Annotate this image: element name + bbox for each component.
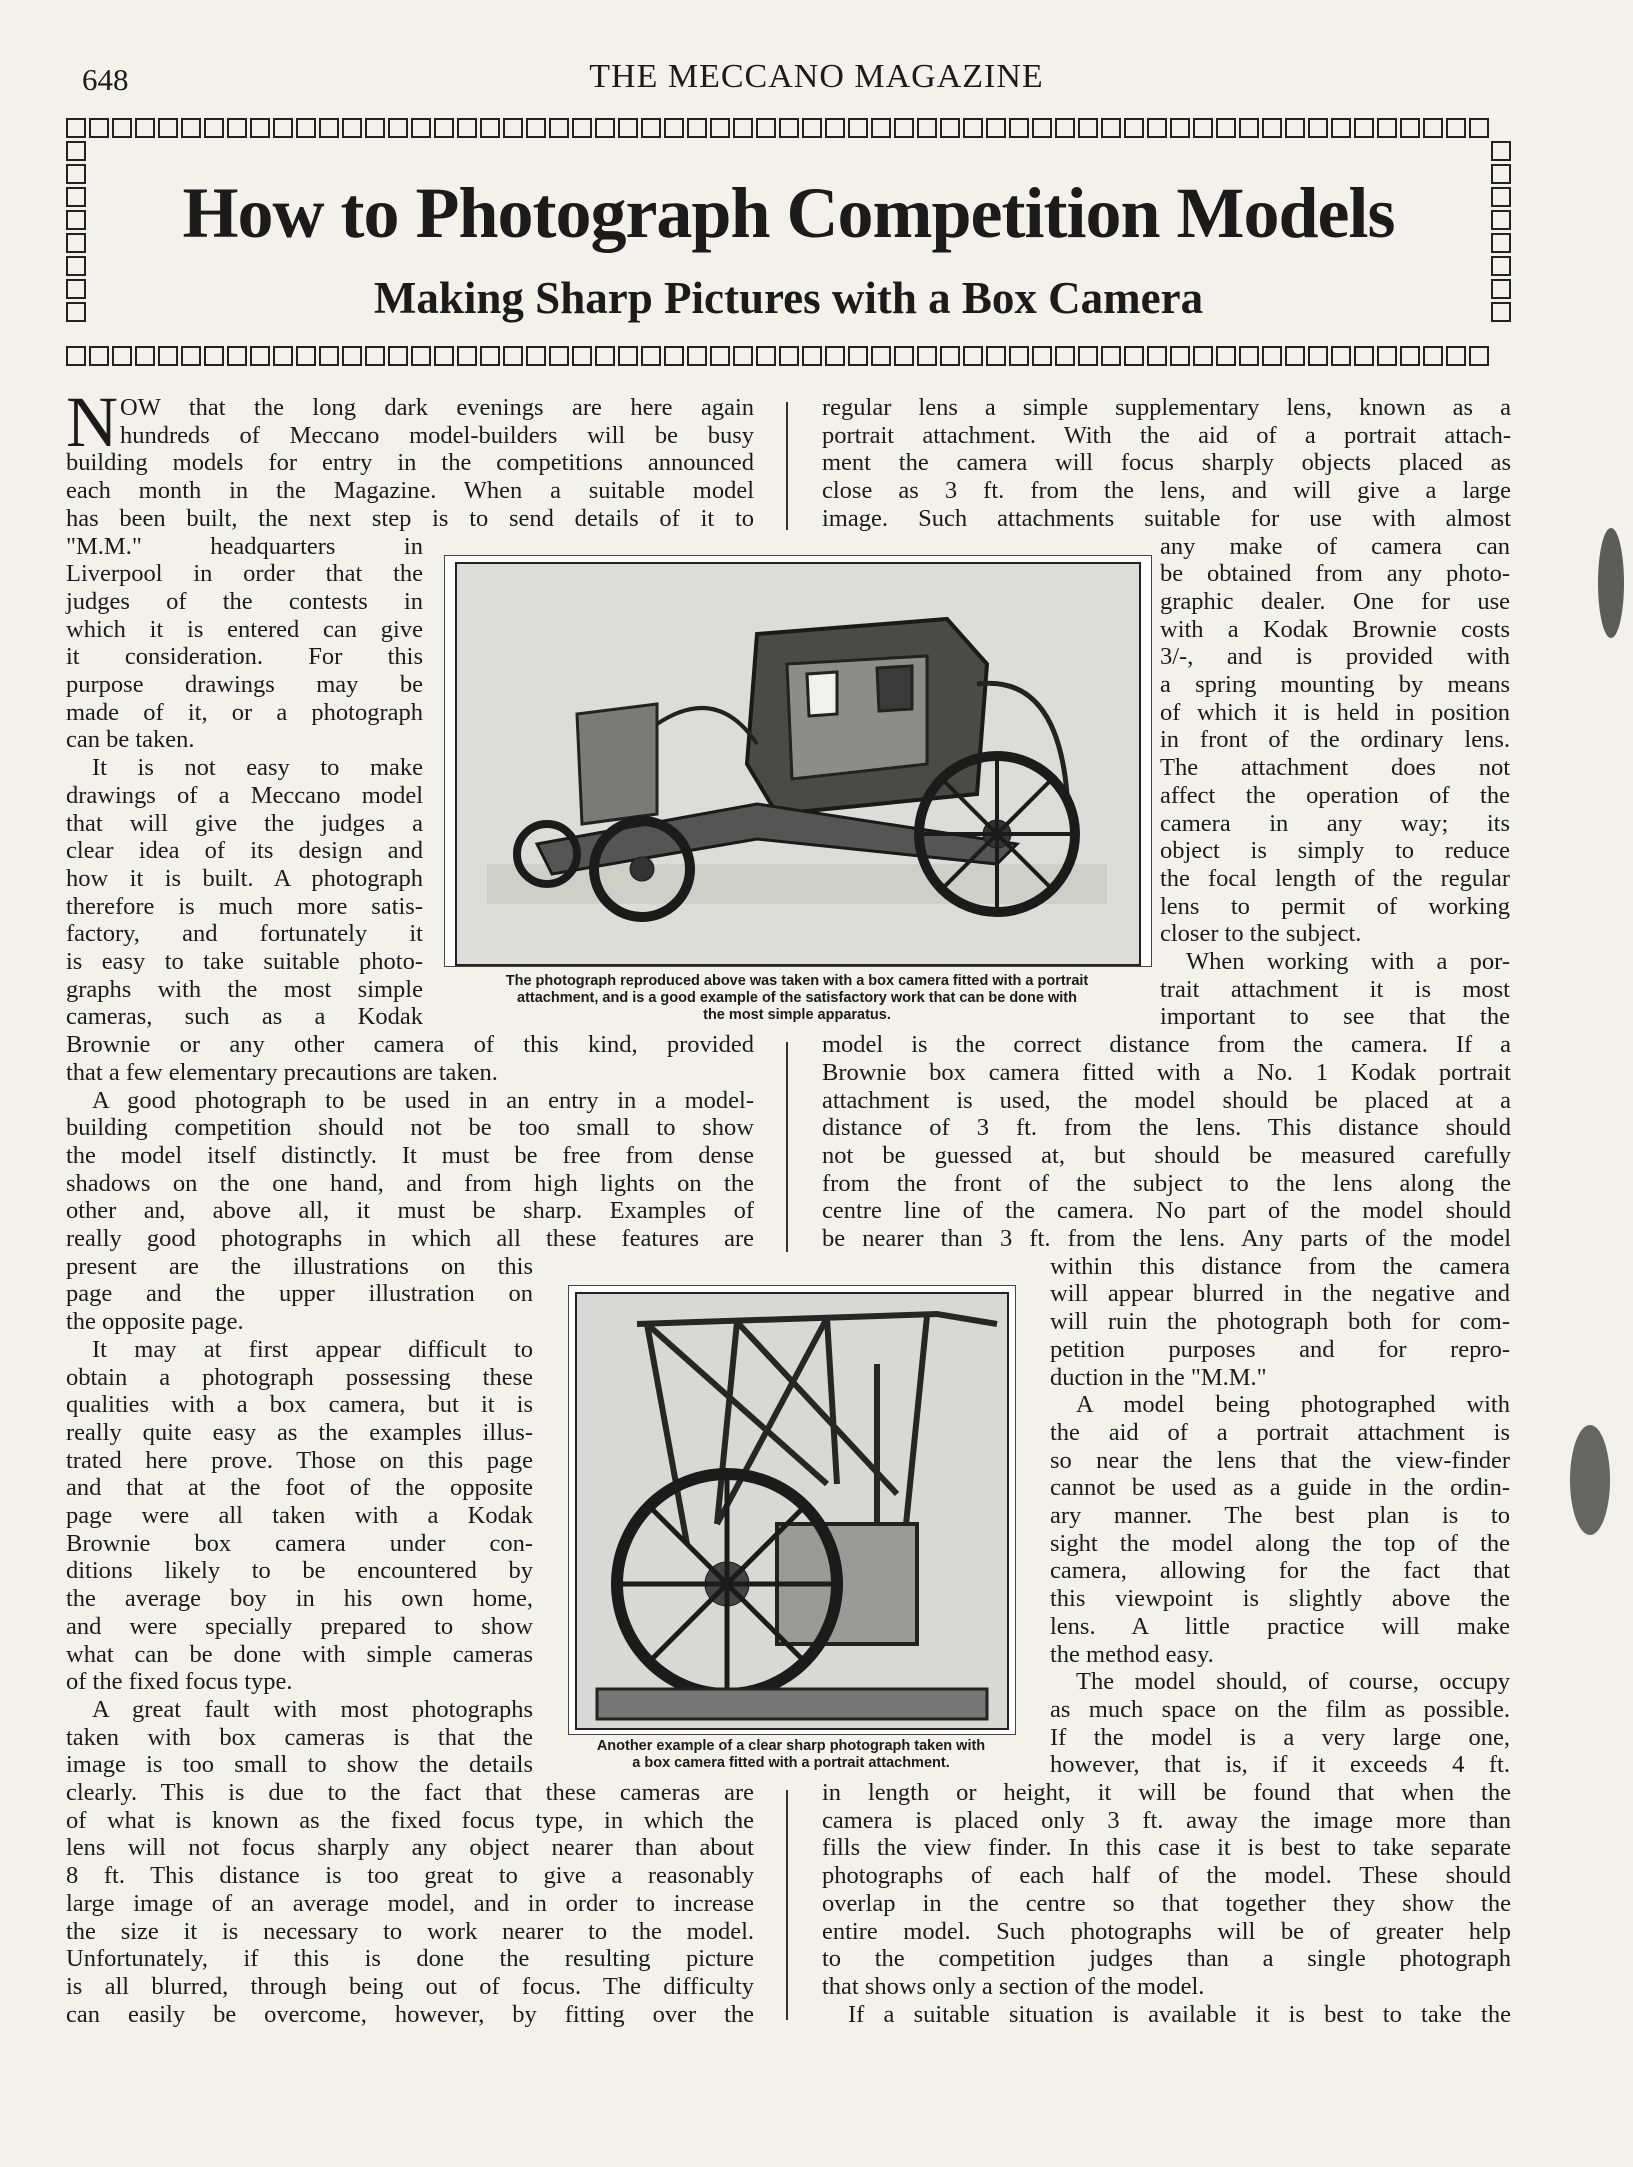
- right-column-line: to the competition judges than a single photograph: [822, 1945, 1511, 1973]
- right-column-line: so near the lens that the view-finder: [1050, 1446, 1510, 1474]
- article-subtitle: Making Sharp Pictures with a Box Camera: [373, 273, 1204, 323]
- right-column-line: close as 3 ft. from the lens, and will give a large: [822, 477, 1511, 505]
- left-column-line: It may at first appear difficult to: [92, 1335, 533, 1363]
- left-column-line: each month in the Magazine. When a suitable model: [66, 477, 754, 505]
- left-column-line: of what is known as the fixed focus type, in which the: [66, 1806, 754, 1834]
- left-column-line: "M.M." headquarters in: [66, 532, 423, 560]
- right-column-line: image. Such attachments suitable for use with almost: [822, 504, 1511, 532]
- caption-line: a box camera fitted with a portrait attachment.: [632, 1755, 950, 1771]
- left-column-line: therefore is much more satis-: [66, 892, 423, 920]
- right-column-line: duction in the "M.M.": [1050, 1363, 1267, 1391]
- right-column-line: portrait attachment. With the aid of a portrait attach-: [822, 421, 1511, 449]
- left-column-line: ditions likely to be encountered by: [66, 1557, 533, 1585]
- right-column-line: cannot be used as a guide in the ordin-: [1050, 1474, 1510, 1502]
- right-column-line: ary manner. The best plan is to: [1050, 1502, 1510, 1529]
- right-column-line: trait attachment it is most: [1160, 975, 1510, 1003]
- right-column-line: within this distance from the camera: [1050, 1252, 1510, 1280]
- left-column-line: hundreds of Meccano model-builders will be busy: [120, 421, 754, 449]
- left-column-line: 8 ft. This distance is too great to give a reasonably: [66, 1862, 754, 1890]
- left-column-line: that will give the judges a: [66, 809, 423, 837]
- left-column-line: page and the upper illustration on: [66, 1280, 533, 1308]
- right-column-line: petition purposes and for repro-: [1050, 1335, 1510, 1363]
- left-column-line: Liverpool in order that the: [66, 560, 423, 588]
- left-column-line: Brownie box camera under con-: [66, 1529, 533, 1557]
- right-column-line: camera in any way; its: [1160, 809, 1510, 837]
- left-column-line: drawings of a Meccano model: [66, 781, 423, 809]
- left-column-line: really good photographs in which all these features are: [66, 1225, 754, 1252]
- column-rule-bottom: [786, 1790, 788, 2020]
- scan-mark: [1598, 528, 1624, 638]
- carriage-photo-frame: [444, 555, 1152, 967]
- left-column-line: is all blurred, through being out of focus. The difficulty: [66, 1972, 754, 2000]
- right-column-line: lens to permit of working: [1160, 892, 1510, 920]
- right-column-line: however, that is, if it exceeds 4 ft.: [1050, 1751, 1510, 1779]
- left-column-line: of the fixed focus type.: [66, 1668, 293, 1696]
- right-column-line: The model should, of course, occupy: [1076, 1668, 1510, 1696]
- left-column-line: made of it, or a photograph: [66, 698, 423, 726]
- column-rule-middle: [786, 1042, 788, 1252]
- right-column-line: 3/-, and is provided with: [1160, 643, 1510, 671]
- right-column-line: camera is placed only 3 ft. away the image more than: [822, 1806, 1511, 1834]
- right-column-line: attachment is used, the model should be placed at a: [822, 1086, 1511, 1114]
- left-column-line: which it is entered can give: [66, 615, 423, 643]
- right-column-line: be obtained from any photo-: [1160, 560, 1510, 588]
- drop-cap: N: [66, 382, 118, 462]
- left-column-line: and were specially prepared to show: [66, 1612, 533, 1640]
- left-column-line: present are the illustrations on this: [66, 1252, 533, 1280]
- right-column-line: Brownie box camera fitted with a No. 1 Kodak portrait: [822, 1058, 1511, 1086]
- caption-line: The photograph reproduced above was taken with a box camera fitted with a portrait: [505, 973, 1089, 989]
- right-column-line: as much space on the film as possible.: [1050, 1695, 1510, 1723]
- left-column-line: judges of the contests in: [66, 587, 423, 615]
- left-column-line: image is too small to show the details: [66, 1751, 533, 1779]
- left-column-line: really quite easy as the examples illus-: [66, 1418, 533, 1446]
- right-column-line: this viewpoint is slightly above the: [1050, 1585, 1510, 1613]
- right-column-line: centre line of the camera. No part of the model should: [822, 1197, 1511, 1225]
- article-title: How to Photograph Competition Models: [182, 173, 1395, 253]
- right-column-line: will appear blurred in the negative and: [1050, 1280, 1510, 1308]
- left-column-line: purpose drawings may be: [66, 671, 423, 698]
- right-column-line: will ruin the photograph both for com-: [1050, 1308, 1510, 1336]
- right-column-line: object is simply to reduce: [1160, 837, 1510, 865]
- right-column-line: camera, allowing for the fact that: [1050, 1557, 1510, 1585]
- right-column-line: graphic dealer. One for use: [1160, 587, 1510, 615]
- carriage-photo: [455, 562, 1141, 966]
- right-column-line: not be guessed at, but should be measured carefully: [822, 1141, 1511, 1169]
- scan-mark: [1570, 1425, 1610, 1535]
- left-column-line: It is not easy to make: [92, 754, 423, 782]
- right-column-line: If the model is a very large one,: [1050, 1723, 1510, 1751]
- right-column-line: sight the model along the top of the: [1050, 1529, 1510, 1557]
- left-column-line: it consideration. For this: [66, 643, 423, 671]
- left-column-line: Unfortunately, if this is done the resulting picture: [66, 1945, 754, 1973]
- right-column-line: A model being photographed with: [1076, 1391, 1510, 1419]
- right-column-line: entire model. Such photographs will be of greater help: [822, 1917, 1511, 1945]
- right-column-line: of which it is held in position: [1160, 698, 1510, 726]
- left-column-line: the opposite page.: [66, 1308, 244, 1336]
- right-column-line: important to see that the: [1160, 1003, 1510, 1031]
- left-column-line: building models for entry in the competitions announced: [66, 449, 754, 477]
- left-column-line: is easy to take suitable photo-: [66, 948, 423, 975]
- column-rule-top: [786, 402, 788, 530]
- left-column-line: page were all taken with a Kodak: [66, 1502, 533, 1529]
- left-column-line: large image of an average model, and in order to increase: [66, 1889, 754, 1917]
- right-column-line: the method easy.: [1050, 1640, 1214, 1668]
- stationary-engine-model-image: [577, 1294, 1007, 1728]
- right-column-line: in length or height, it will be found that when the: [822, 1779, 1511, 1806]
- right-column-line: be nearer than 3 ft. from the lens. Any parts of the model: [822, 1225, 1511, 1252]
- right-column-line: model is the correct distance from the camera. If a: [822, 1031, 1511, 1059]
- left-column-line: can easily be overcome, however, by fitting over the: [66, 2000, 754, 2028]
- right-column-line: the aid of a portrait attachment is: [1050, 1418, 1510, 1446]
- left-column-line: A good photograph to be used in an entry in a model-: [92, 1086, 754, 1114]
- left-column-line: shadows on the one hand, and from high lights on the: [66, 1169, 754, 1197]
- right-column-line: photographs of each half of the model. These should: [822, 1862, 1511, 1890]
- right-column-line: in front of the ordinary lens.: [1160, 726, 1510, 754]
- left-column-line: A great fault with most photographs: [92, 1695, 533, 1723]
- left-column-line: taken with box cameras is that the: [66, 1723, 533, 1751]
- left-column-line: that a few elementary precautions are taken.: [66, 1058, 498, 1086]
- right-column-line: the focal length of the regular: [1160, 864, 1510, 892]
- right-column-line: from the front of the subject to the lens along the: [822, 1169, 1511, 1197]
- right-column-line: that shows only a section of the model.: [822, 1972, 1205, 2000]
- right-column-line: a spring mounting by means: [1160, 671, 1510, 698]
- right-column-line: closer to the subject.: [1160, 920, 1362, 948]
- left-column-line: building competition should not be too small to show: [66, 1114, 754, 1142]
- carriage-model-image: [457, 564, 1139, 964]
- left-column-line: can be taken.: [66, 726, 195, 754]
- right-column-line: any make of camera can: [1160, 532, 1510, 560]
- page-number: 648: [82, 62, 129, 97]
- left-column-line: and that at the foot of the opposite: [66, 1474, 533, 1502]
- left-column-line: clearly. This is due to the fact that these cameras are: [66, 1779, 754, 1806]
- left-column-line: graphs with the most simple: [66, 975, 423, 1003]
- left-column-line: the average boy in his own home,: [66, 1585, 533, 1613]
- left-column-line: the model itself distinctly. It must be free from dense: [66, 1141, 754, 1169]
- left-column-line: factory, and fortunately it: [66, 920, 423, 948]
- left-column-line: obtain a photograph possessing these: [66, 1363, 533, 1391]
- right-column-line: ment the camera will focus sharply objects placed as: [822, 449, 1511, 477]
- engine-photo-frame: [568, 1285, 1016, 1735]
- left-column-line: trated here prove. Those on this page: [66, 1446, 533, 1474]
- left-column-line: what can be done with simple cameras: [66, 1640, 533, 1668]
- right-column-line: overlap in the centre so that together they show the: [822, 1889, 1511, 1917]
- left-column-line: how it is built. A photograph: [66, 864, 423, 892]
- caption-line: Another example of a clear sharp photograph taken with: [596, 1738, 986, 1754]
- left-column-line: cameras, such as a Kodak: [66, 1003, 423, 1031]
- left-column-line: has been built, the next step is to send details of it to: [66, 504, 754, 532]
- caption-line: attachment, and is a good example of the satisfactory work that can be done with: [517, 990, 1077, 1006]
- left-column-line: OW that the long dark evenings are here again: [120, 394, 754, 421]
- left-column-line: other and, above all, it must be sharp. Examples of: [66, 1197, 754, 1225]
- right-column-line: fills the view finder. In this case it is best to take separate: [822, 1834, 1511, 1862]
- left-column-line: Brownie or any other camera of this kind, provided: [66, 1031, 754, 1059]
- right-column-line: distance of 3 ft. from the lens. This distance should: [822, 1114, 1511, 1142]
- right-column-line: regular lens a simple supplementary lens, known as a: [822, 394, 1511, 421]
- engine-photo: [575, 1292, 1009, 1730]
- right-column-line: When working with a por-: [1186, 948, 1510, 975]
- right-column-line: with a Kodak Brownie costs: [1160, 615, 1510, 643]
- right-column-line: lens. A little practice will make: [1050, 1612, 1510, 1640]
- right-column-line: The attachment does not: [1160, 754, 1510, 782]
- left-column-line: clear idea of its design and: [66, 837, 423, 865]
- caption-line: the most simple apparatus.: [703, 1007, 891, 1023]
- left-column-line: the size it is necessary to work nearer to the model.: [66, 1917, 754, 1945]
- left-column-line: qualities with a box camera, but it is: [66, 1391, 533, 1419]
- right-column-line: If a suitable situation is available it is best to take the: [848, 2000, 1511, 2028]
- right-column-line: affect the operation of the: [1160, 781, 1510, 809]
- left-column-line: lens will not focus sharply any object nearer than about: [66, 1834, 754, 1862]
- magazine-title: THE MECCANO MAGAZINE: [589, 58, 1044, 95]
